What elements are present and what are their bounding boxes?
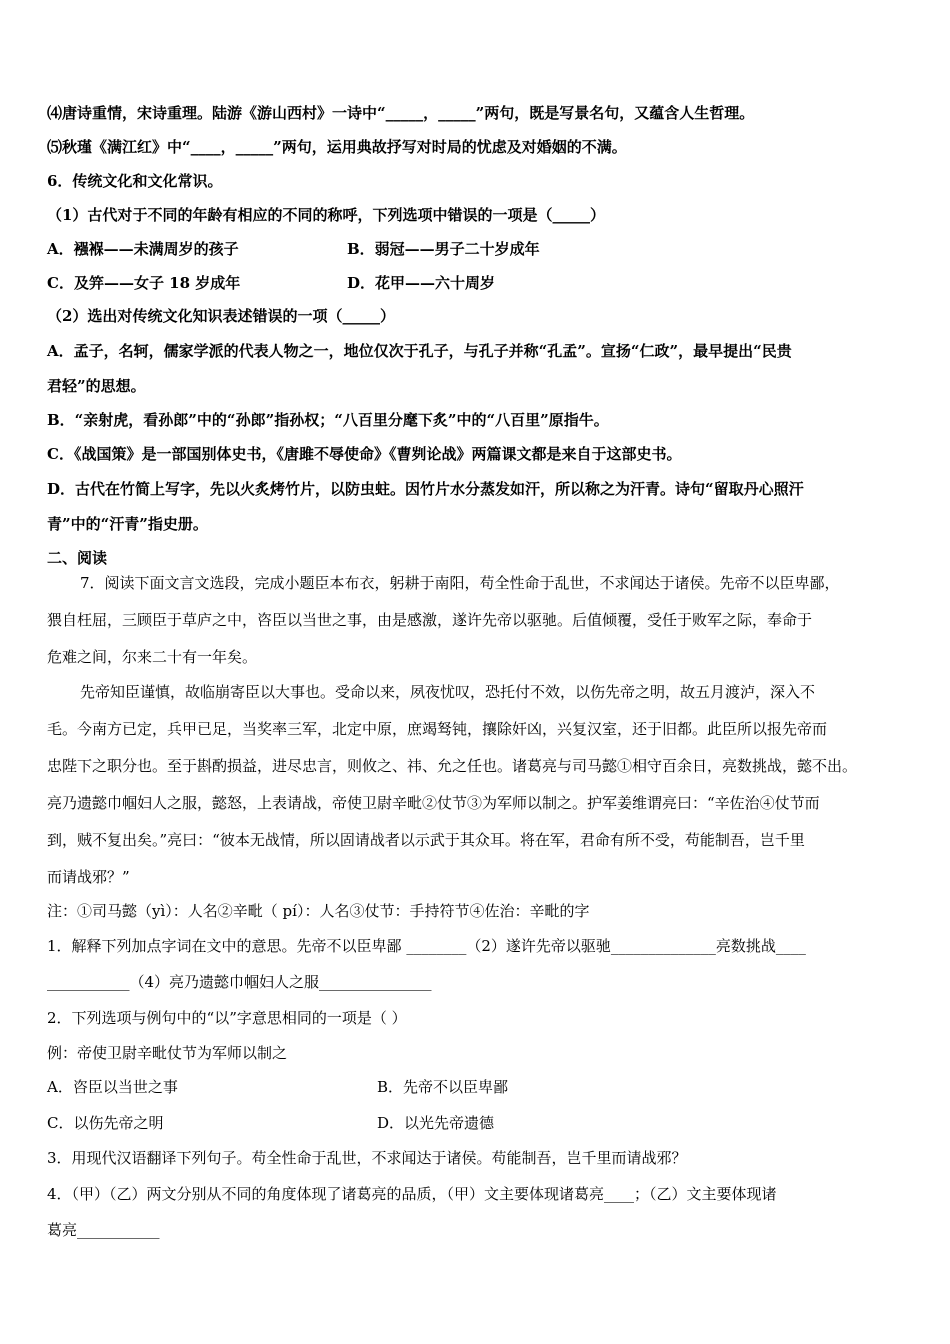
q6-2-option-d-line-2: 青”中的“汗青”指史册。 xyxy=(47,515,208,533)
passage-2-line-6: 而请战邪？” xyxy=(47,868,130,886)
q6-2-option-a-line-1: A．孟子，名轲，儒家学派的代表人物之一，地位仅次于孔子，与孔子并称“孔孟”。宣扬“仁政”，最早提出“民贵 xyxy=(47,342,792,360)
q2-option-c: C．以伤先帝之明 xyxy=(47,1114,164,1132)
q6-2-option-a-line-2: 君轻”的思想。 xyxy=(47,377,146,395)
q2-options-row-1 xyxy=(47,1077,910,1097)
reading-question-1-line-2: ___________（4）亮乃遗懿巾帼妇人之服_______________ xyxy=(47,973,432,991)
q6-1-option-b: B．弱冠——男子二十岁成年 xyxy=(347,240,540,258)
q2-option-a: A．咨臣以当世之事 xyxy=(47,1078,178,1096)
q6-2-option-d-line-1: D．古代在竹简上写字，先以火炙烤竹片，以防虫蛀。因竹片水分蒸发如汗，所以称之为汗青。诗句“留取丹心照汗 xyxy=(47,480,804,498)
question-6-title: 6．传统文化和文化常识。 xyxy=(47,172,223,190)
reading-question-2-example: 例：帝使卫尉辛毗仗节为军师以制之 xyxy=(47,1044,288,1062)
passage-2-line-4: 亮乃遗懿巾帼妇人之服，懿怒，上表请战，帝使卫尉辛毗②仗节③为军师以制之。护军姜维谓亮曰：“辛佐治④仗节而 xyxy=(47,794,820,812)
reading-question-3: 3．用现代汉语翻译下列句子。苟全性命于乱世，不求闻达于诸侯。苟能制吾，岂千里而请战邪？ xyxy=(47,1149,687,1167)
passage-1-line-3: 危难之间，尔来二十有一年矣。 xyxy=(47,648,258,666)
passage-1-line-1: 7．阅读下面文言文选段，完成小题臣本布衣，躬耕于南阳，苟全性命于乱世，不求闻达于诸侯。先帝不以臣卑鄙， xyxy=(80,574,840,592)
q6-1-option-d: D．花甲——六十周岁 xyxy=(347,274,496,292)
passage-2-line-2: 毛。今南方已定，兵甲已足，当奖率三军，北定中原，庶竭驽钝，攘除奸凶，兴复汉室，还于旧都。此臣所以报先帝而 xyxy=(47,720,828,738)
reading-question-1-line-1: 1．解释下列加点字词在文中的意思。先帝不以臣卑鄙 ________（2）遂许先帝以驱驰______________亮数挑战____ xyxy=(47,937,806,955)
reading-question-4-line-1: 4．（甲）（乙）两文分别从不同的角度体现了诸葛亮的品质，（甲）文主要体现诸葛亮____；（乙）文主要体现诸 xyxy=(47,1185,777,1203)
q6-2-option-c: C．《战国策》是一部国别体史书，《唐雎不辱使命》《曹刿论战》两篇课文都是来自于这部史书。 xyxy=(47,445,682,463)
question-6-1: （1）古代对于不同的年龄有相应的不同的称呼，下列选项中错误的一项是（_____） xyxy=(47,206,605,224)
q6-1-options-row-2 xyxy=(47,273,910,293)
passage-1-line-2: 猥自枉屈，三顾臣于草庐之中，咨臣以当世之事，由是感激，遂许先帝以驱驰。后值倾覆，受任于败军之际，奉命于 xyxy=(47,611,813,629)
passage-2-line-3: 忠陛下之职分也。至于斟酌损益，进尽忠言，则攸之、祎、允之任也。诸葛亮与司马懿①相守百余日，亮数挑战，懿不出。 xyxy=(47,757,858,775)
q6-1-option-a: A．襁褓——未满周岁的孩子 xyxy=(47,240,239,258)
annotation-note: 注：①司马懿（yì）：人名②辛毗（ pí）：人名③仗节：手持符节④佐治：辛毗的字 xyxy=(47,902,590,920)
question-6-2: （2）选出对传统文化知识表述错误的一项（_____） xyxy=(47,307,395,325)
reading-question-4-line-2: 葛亮___________ xyxy=(47,1221,160,1239)
passage-2-line-1: 先帝知臣谨慎，故临崩寄臣以大事也。受命以来，夙夜忧叹，恐托付不效，以伤先帝之明，故五月渡泸，深入不 xyxy=(80,683,816,701)
q2-option-d: D．以光先帝遗德 xyxy=(377,1114,495,1132)
q2-options-row-2 xyxy=(47,1113,910,1133)
passage-2-line-5: 到，贼不复出矣。”亮曰：“彼本无战情，所以固请战者以示武于其众耳。将在军，君命有所不受，苟能制吾，岂千里 xyxy=(47,831,805,849)
section-title-reading: 二、阅读 xyxy=(47,549,108,567)
question-5-line: ⑸秋瑾《满江红》中“____，_____”两句，运用典故抒写对时局的忧虑及对婚姻的不满。 xyxy=(47,138,627,156)
q6-2-option-b: B．“亲射虎，看孙郎”中的“孙郎”指孙权；“八百里分麾下炙”中的“八百里”原指牛。 xyxy=(47,411,609,429)
q2-option-b: B．先帝不以臣卑鄙 xyxy=(377,1078,509,1096)
reading-question-2: 2．下列选项与例句中的“以”字意思相同的一项是（ ） xyxy=(47,1009,407,1027)
q6-1-option-c: C．及笄——女子 18 岁成年 xyxy=(47,274,241,292)
question-4-line: ⑷唐诗重情，宋诗重理。陆游《游山西村》一诗中“_____，_____”两句，既是写景名句，又蕴含人生哲理。 xyxy=(47,104,755,122)
q6-1-options-row-1 xyxy=(47,239,910,259)
